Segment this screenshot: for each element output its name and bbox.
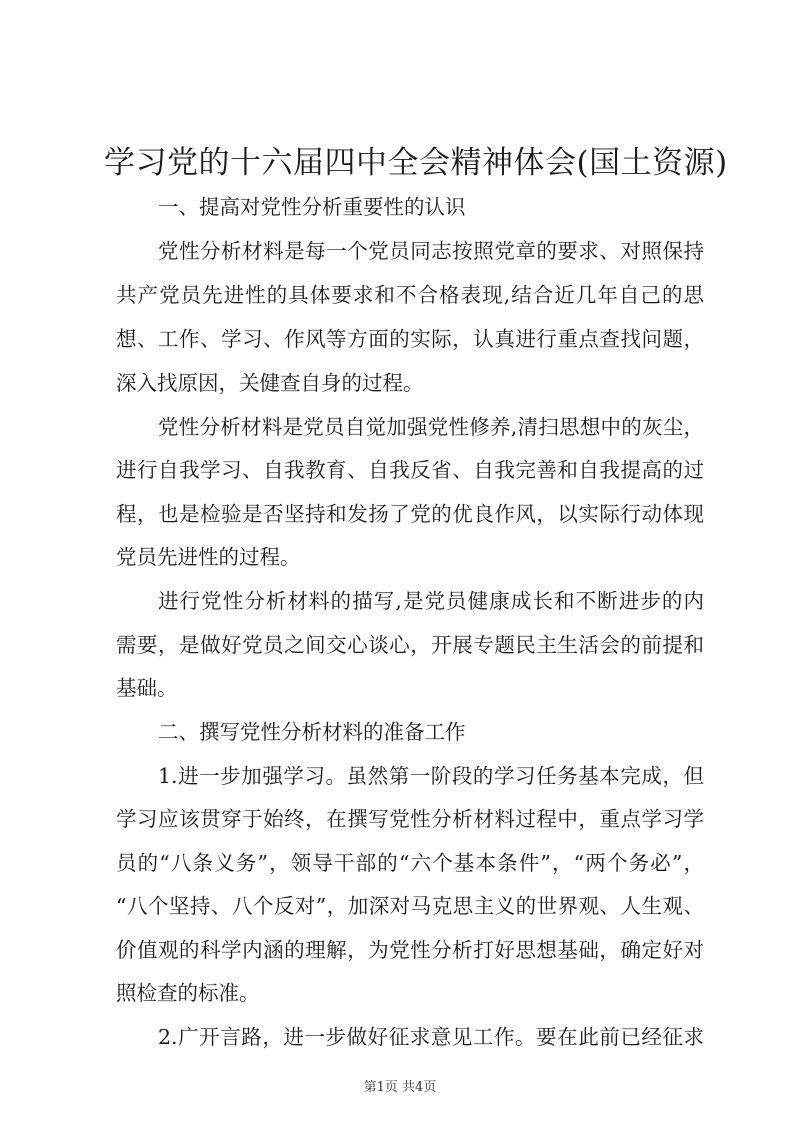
text-line: 2.广开言路，进一步做好征求意见工作。要在此前已经征求 bbox=[158, 1025, 704, 1049]
text-line: 想、工作、学习、作风等方面的实际，认真进行重点查找问题， bbox=[116, 327, 704, 351]
text-line: 1.进一步加强学习。虽然第一阶段的学习任务基本完成，但 bbox=[158, 764, 704, 788]
text-line: “八个坚持、八个反对”，加深对马克思主义的世界观、人生观、 bbox=[116, 894, 704, 918]
text-line: 党性分析材料是每一个党员同志按照党章的要求、对照保持 bbox=[158, 239, 704, 263]
text-line: 程，也是检验是否坚持和发扬了党的优良作风，以实际行动体现 bbox=[116, 502, 704, 526]
text-line: 进行自我学习、自我教育、自我反省、自我完善和自我提高的过 bbox=[116, 458, 704, 482]
text-line: 需要，是做好党员之间交心谈心，开展专题民主生活会的前提和 bbox=[116, 633, 704, 657]
text-line: 照检查的标准。 bbox=[116, 981, 260, 1005]
text-line: 基础。 bbox=[116, 676, 178, 700]
text-line: 深入找原因，关健查自身的过程。 bbox=[116, 371, 424, 395]
document-title: 学习党的十六届四中全会精神体会(国土资源) bbox=[104, 145, 728, 181]
text-line: 一、提高对党性分析重要性的认识 bbox=[158, 195, 466, 219]
text-line: 员的“八条义务”，领导干部的“六个基本条件”，“两个务必”， bbox=[116, 851, 704, 875]
text-line: 进行党性分析材料的描写,是党员健康成长和不断进步的内 bbox=[158, 589, 704, 613]
text-line: 二、撰写党性分析材料的准备工作 bbox=[158, 720, 466, 744]
page-footer: 第1页 共4页 bbox=[363, 1080, 437, 1095]
text-line: 党性分析材料是党员自觉加强党性修养,清扫思想中的灰尘， bbox=[158, 415, 704, 439]
text-line: 共产党员先进性的具体要求和不合格表现,结合近几年自己的思 bbox=[116, 283, 704, 307]
text-line: 价值观的科学内涵的理解，为党性分析打好思想基础，确定好对 bbox=[116, 938, 704, 962]
text-line: 党员先进性的过程。 bbox=[116, 545, 301, 569]
text-line: 学习应该贯穿于始终，在撰写党性分析材料过程中，重点学习学 bbox=[116, 807, 704, 831]
